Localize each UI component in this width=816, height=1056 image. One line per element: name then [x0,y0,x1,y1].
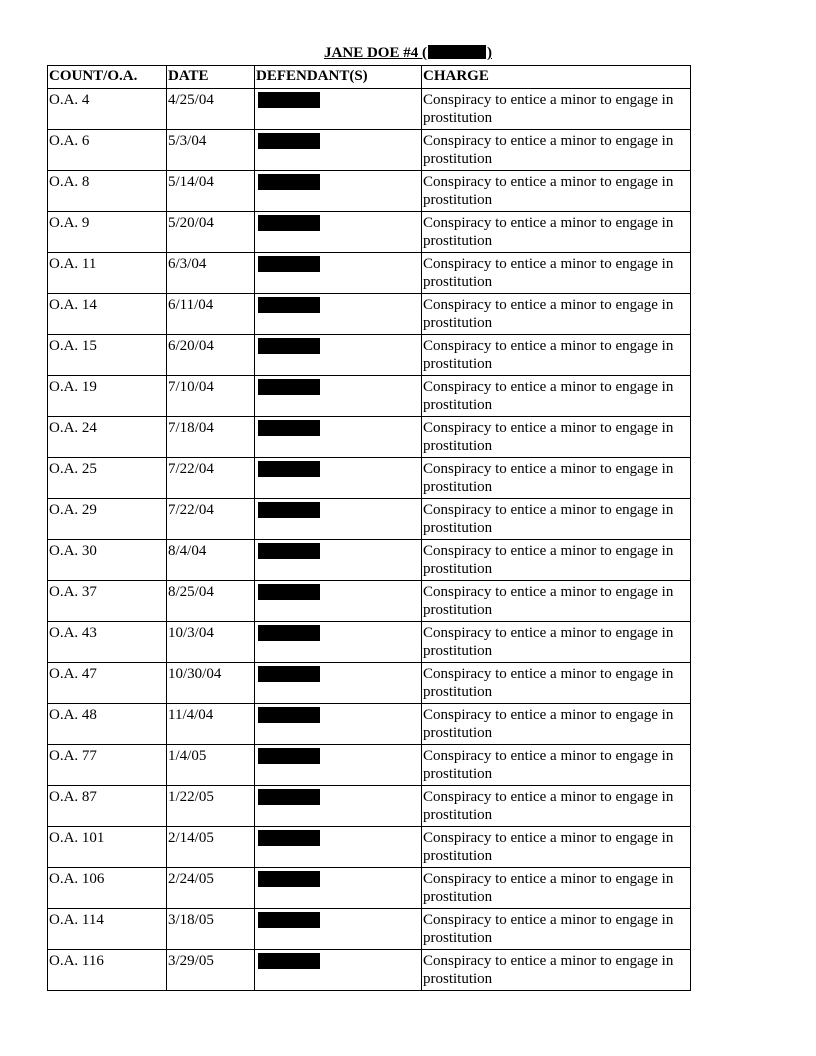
defendant-cell [255,663,422,704]
title-suffix: ) [486,45,492,61]
table-row [48,335,691,376]
redaction-box [258,256,320,272]
date-cell: 5/14/04 [167,171,255,212]
header-charge: CHARGE [422,66,691,89]
date-cell: 7/18/04 [167,417,255,458]
redaction-box [258,502,320,518]
date-cell: 10/3/04 [167,622,255,663]
charge-cell: Conspiracy to entice a minor to engage in prostitution [422,335,691,376]
count-cell: O.A. 101 [48,827,167,868]
table-row [48,663,691,704]
defendant-cell [255,950,422,991]
charge-cell: Conspiracy to entice a minor to engage in prostitution [422,417,691,458]
charge-cell: Conspiracy to entice a minor to engage in prostitution [422,868,691,909]
defendant-cell [255,745,422,786]
count-cell: O.A. 24 [48,417,167,458]
header-defendants: DEFENDANT(S) [255,66,422,89]
count-cell: O.A. 9 [48,212,167,253]
date-cell: 7/22/04 [167,499,255,540]
date-cell: 11/4/04 [167,704,255,745]
charge-cell: Conspiracy to entice a minor to engage in prostitution [422,499,691,540]
redaction-box [258,174,320,190]
table-row [48,499,691,540]
charge-cell: Conspiracy to entice a minor to engage in prostitution [422,909,691,950]
title-redaction-box [428,45,486,59]
redaction-box [258,543,320,559]
redaction-box [258,953,320,969]
redaction-box [258,871,320,887]
defendant-cell [255,376,422,417]
redaction-box [258,461,320,477]
table-row [48,622,691,663]
count-cell: O.A. 47 [48,663,167,704]
date-cell: 8/25/04 [167,581,255,622]
date-cell: 6/3/04 [167,253,255,294]
charge-cell: Conspiracy to entice a minor to engage in prostitution [422,581,691,622]
redaction-box [258,584,320,600]
count-cell: O.A. 114 [48,909,167,950]
count-cell: O.A. 37 [48,581,167,622]
defendant-cell [255,130,422,171]
charge-cell: Conspiracy to entice a minor to engage in prostitution [422,704,691,745]
redaction-box [258,133,320,149]
redaction-box [258,707,320,723]
header-count: COUNT/O.A. [48,66,167,89]
redaction-box [258,92,320,108]
table-row [48,704,691,745]
date-cell: 5/3/04 [167,130,255,171]
defendant-cell [255,704,422,745]
date-cell: 6/20/04 [167,335,255,376]
count-cell: O.A. 15 [48,335,167,376]
table-row [48,745,691,786]
table-row [48,294,691,335]
count-cell: O.A. 8 [48,171,167,212]
date-cell: 6/11/04 [167,294,255,335]
redaction-box [258,379,320,395]
table-row [48,89,691,130]
defendant-cell [255,581,422,622]
table-row [48,212,691,253]
charge-cell: Conspiracy to entice a minor to engage in prostitution [422,253,691,294]
table-row [48,786,691,827]
header-row [48,66,691,89]
table-body [48,89,691,991]
redaction-box [258,625,320,641]
redaction-box [258,666,320,682]
redaction-box [258,912,320,928]
defendant-cell [255,868,422,909]
count-cell: O.A. 25 [48,458,167,499]
count-cell: O.A. 30 [48,540,167,581]
table-row [48,376,691,417]
table-row [48,253,691,294]
date-cell: 1/22/05 [167,786,255,827]
date-cell: 8/4/04 [167,540,255,581]
defendant-cell [255,89,422,130]
table-row [48,868,691,909]
charge-cell: Conspiracy to entice a minor to engage in prostitution [422,540,691,581]
charge-cell: Conspiracy to entice a minor to engage in prostitution [422,663,691,704]
table-row [48,581,691,622]
redaction-box [258,420,320,436]
date-cell: 1/4/05 [167,745,255,786]
date-cell: 4/25/04 [167,89,255,130]
redaction-box [258,297,320,313]
charges-table [47,65,691,991]
charge-cell: Conspiracy to entice a minor to engage in prostitution [422,294,691,335]
date-cell: 10/30/04 [167,663,255,704]
count-cell: O.A. 87 [48,786,167,827]
count-cell: O.A. 29 [48,499,167,540]
date-cell: 7/22/04 [167,458,255,499]
date-cell: 3/18/05 [167,909,255,950]
redaction-box [258,748,320,764]
defendant-cell [255,622,422,663]
charge-cell: Conspiracy to entice a minor to engage in prostitution [422,950,691,991]
defendant-cell [255,909,422,950]
table-row [48,827,691,868]
table-row [48,417,691,458]
count-cell: O.A. 116 [48,950,167,991]
defendant-cell [255,294,422,335]
table-row [48,171,691,212]
count-cell: O.A. 4 [48,89,167,130]
date-cell: 5/20/04 [167,212,255,253]
defendant-cell [255,212,422,253]
charge-cell: Conspiracy to entice a minor to engage in prostitution [422,212,691,253]
count-cell: O.A. 48 [48,704,167,745]
defendant-cell [255,253,422,294]
redaction-box [258,789,320,805]
defendant-cell [255,499,422,540]
defendant-cell [255,417,422,458]
charge-cell: Conspiracy to entice a minor to engage in prostitution [422,171,691,212]
count-cell: O.A. 19 [48,376,167,417]
defendant-cell [255,540,422,581]
charge-cell: Conspiracy to entice a minor to engage in prostitution [422,376,691,417]
charge-cell: Conspiracy to entice a minor to engage in prostitution [422,130,691,171]
page-title [0,44,816,62]
count-cell: O.A. 43 [48,622,167,663]
defendant-cell [255,458,422,499]
redaction-box [258,215,320,231]
defendant-cell [255,827,422,868]
charge-cell: Conspiracy to entice a minor to engage in prostitution [422,827,691,868]
date-cell: 2/14/05 [167,827,255,868]
charge-cell: Conspiracy to entice a minor to engage in prostitution [422,89,691,130]
redaction-box [258,338,320,354]
redaction-box [258,830,320,846]
count-cell: O.A. 6 [48,130,167,171]
defendant-cell [255,786,422,827]
date-cell: 2/24/05 [167,868,255,909]
count-cell: O.A. 106 [48,868,167,909]
defendant-cell [255,171,422,212]
count-cell: O.A. 11 [48,253,167,294]
title-prefix: JANE DOE #4 ( [324,45,427,61]
table-row [48,458,691,499]
count-cell: O.A. 77 [48,745,167,786]
table-row [48,130,691,171]
defendant-cell [255,335,422,376]
charge-cell: Conspiracy to entice a minor to engage in prostitution [422,458,691,499]
table-row [48,540,691,581]
date-cell: 3/29/05 [167,950,255,991]
table-row [48,909,691,950]
charge-cell: Conspiracy to entice a minor to engage in prostitution [422,745,691,786]
charge-cell: Conspiracy to entice a minor to engage in prostitution [422,786,691,827]
count-cell: O.A. 14 [48,294,167,335]
date-cell: 7/10/04 [167,376,255,417]
header-date: DATE [167,66,255,89]
table-row [48,950,691,991]
charge-cell: Conspiracy to entice a minor to engage in prostitution [422,622,691,663]
